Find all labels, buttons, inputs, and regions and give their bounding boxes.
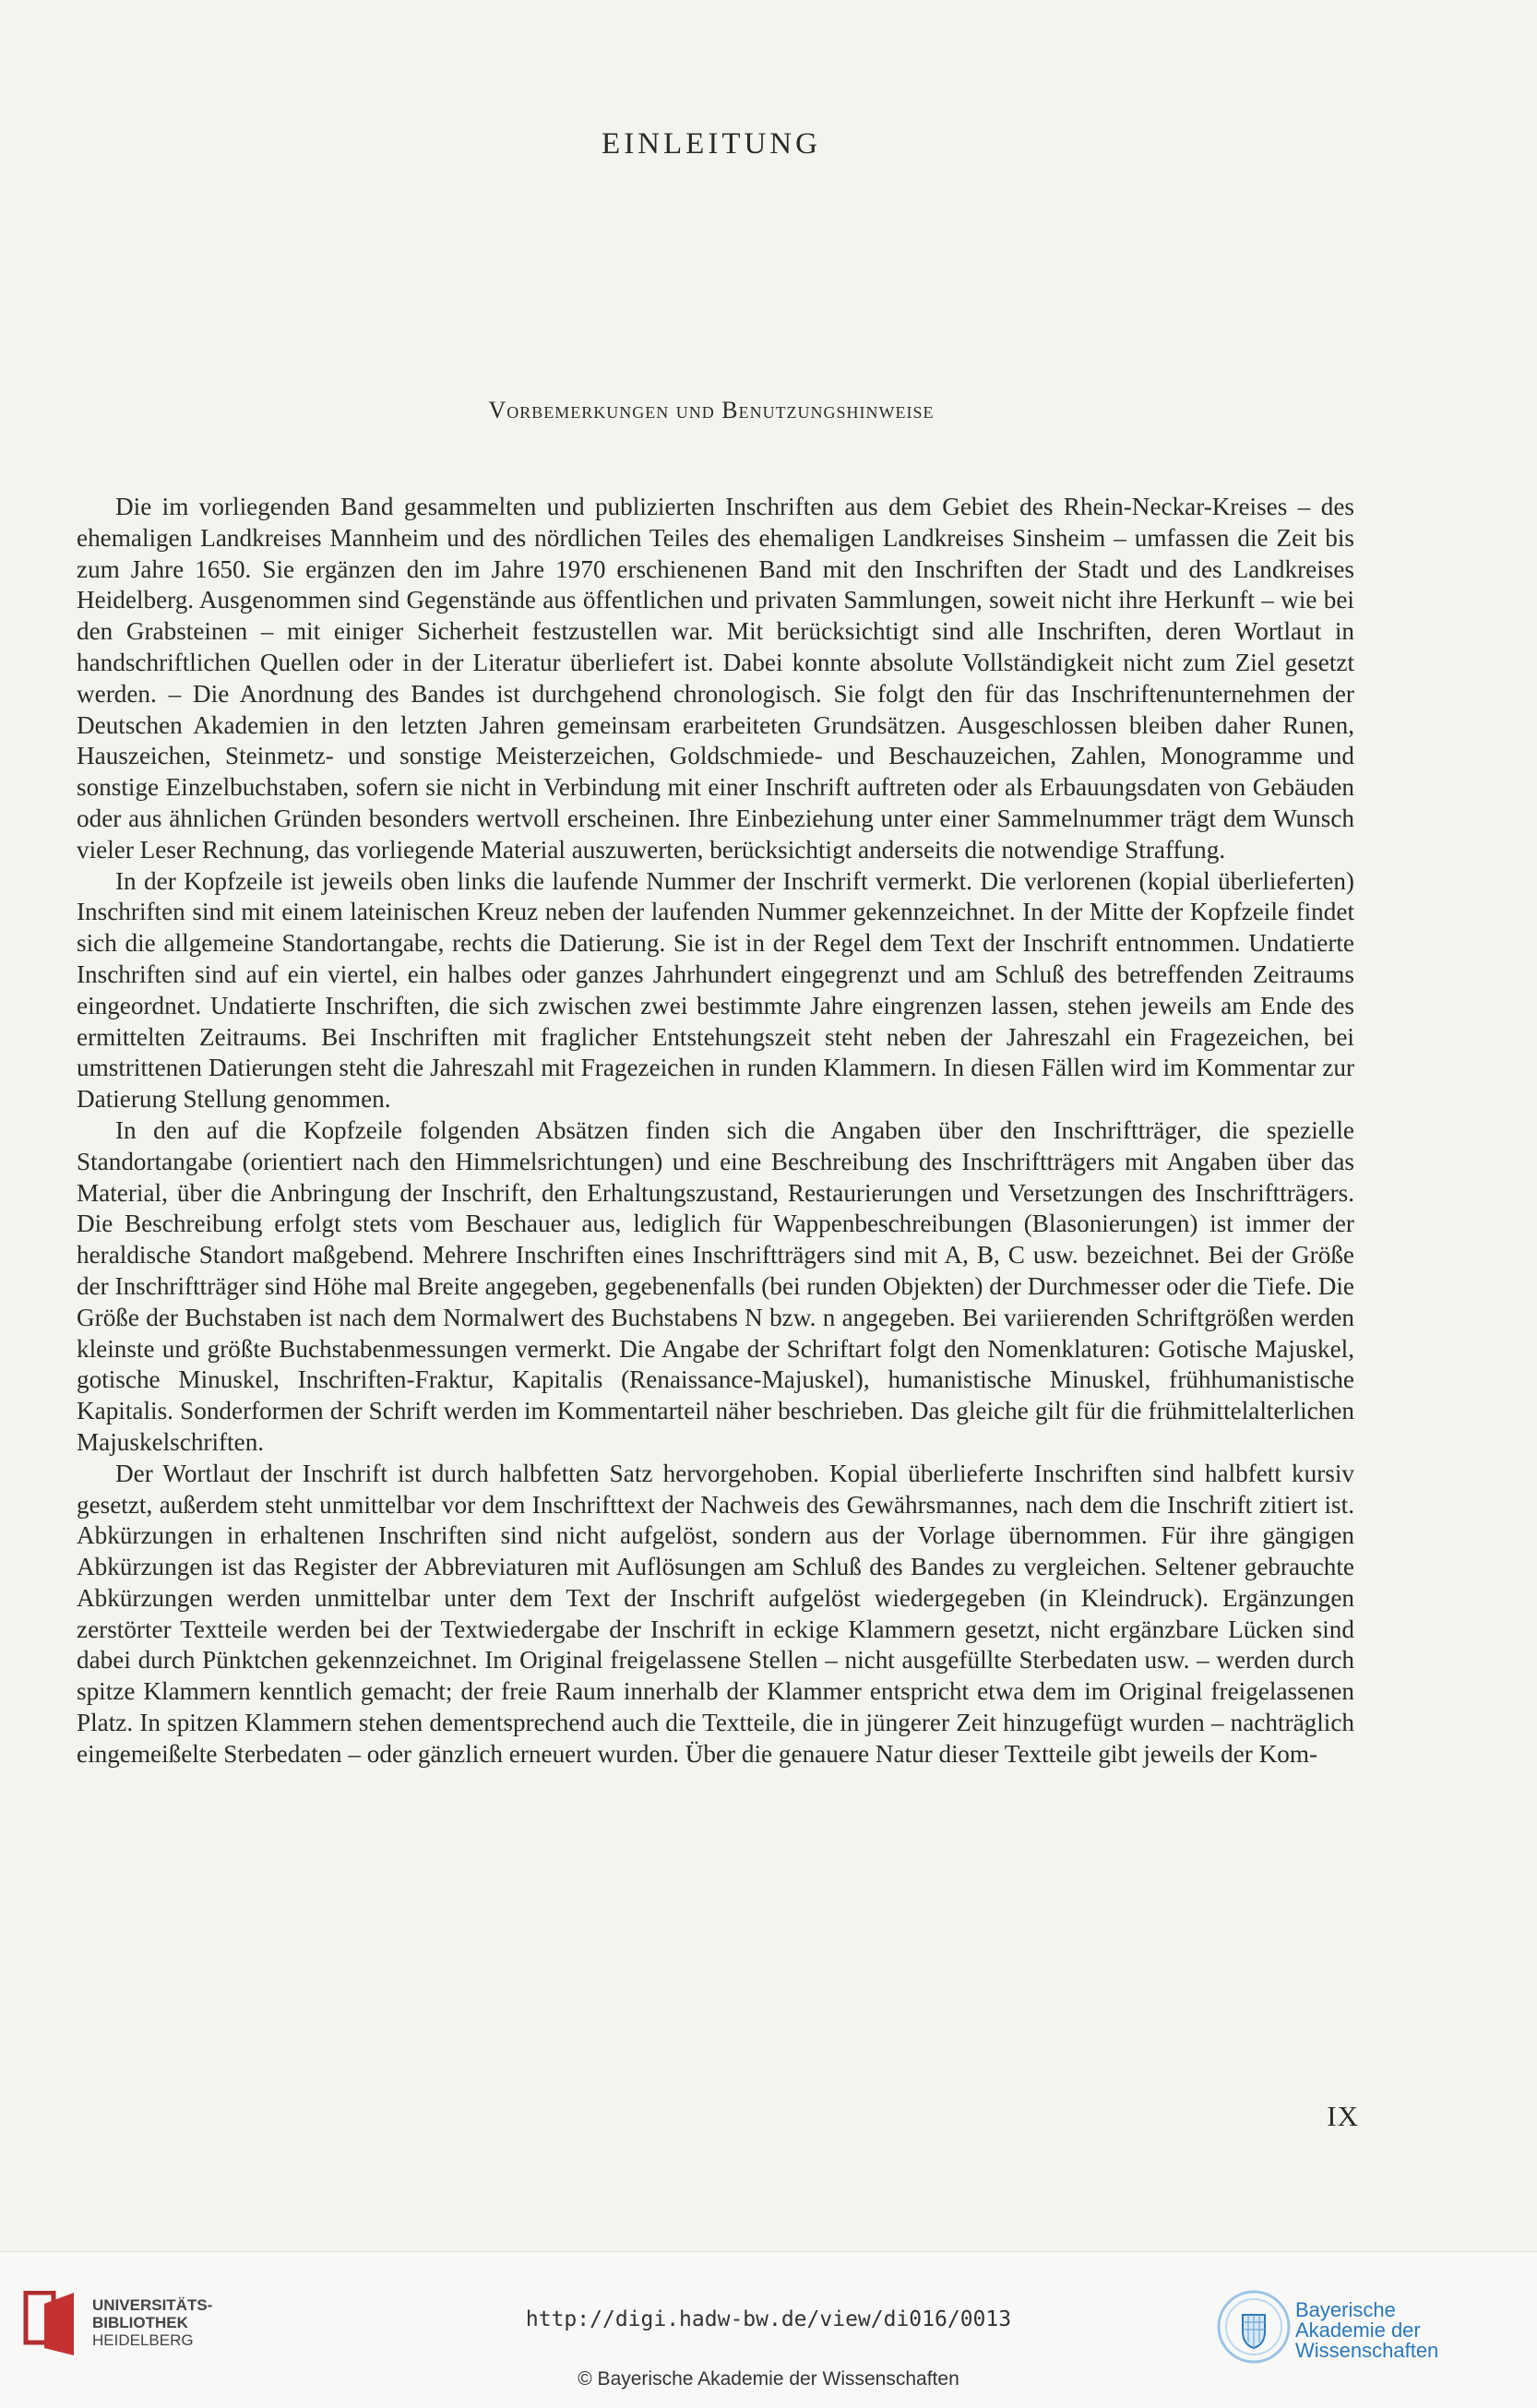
copyright-notice: © Bayerische Akademie der Wissenschaften <box>578 2368 959 2390</box>
footer-bar <box>0 2251 1537 2408</box>
page-number: IX <box>1327 2100 1359 2132</box>
page-heading: EINLEITUNG <box>602 127 821 161</box>
library-line: UNIVERSITÄTS- <box>92 2296 213 2314</box>
academy-name[interactable] <box>1295 2300 1537 2361</box>
paragraph: Die im vorliegenden Band gesammelten und publizierten Inschriften aus dem Gebiet des Rhein-Neckar-Kreises – des ehemaligen Landkreises Mannheim und des nördlichen Teiles des ehemaligen Landkreises Sinsheim – umfassen die Zeit bis zum Jahre 1650. Sie ergänzen den im Jahre 1970 erschienenen Band mit den Inschriften der Stadt und des Landkreises Heidelberg. Ausgenommen sind Gegenstände aus öffentlichen und privaten Sammlungen, soweit nicht ihre Herkunft – wie bei den Grabsteinen – mit einiger Sicherheit festzustellen war. Mit berücksichtigt sind alle Inschriften, deren Wortlaut in handschriftlichen Quellen oder in der Literatur überliefert ist. Dabei konnte absolute Vollständigkeit nicht zum Ziel gesetzt werden. – Die Anordnung des Bandes ist durchgehend chronologisch. Sie folgt den für das Inschriftenunternehmen der Deutschen Akademien in den letzten Jahren gemeinsam erarbeiteten Grundsätzen. Ausgeschlossen bleiben daher Runen, Hauszeichen, Steinmetz- und sonstige Meisterzeichen, Goldschmiede- und Beschauzeichen, Zahlen, Monogramme und sonstige Einzelbuchstaben, sofern sie nicht in Verbindung mit einer Inschrift auftreten oder als Erbauungsdaten von Gebäuden oder aus ähnlichen Gründen besonders wertvoll erscheinen. Ihre Einbeziehung unter einer Sammelnummer trägt dem Wunsch vieler Leser Rechnung, das vorliegende Material auszuwerten, berücksichtigt anderseits die notwendige Straffung. <box>77 493 1354 864</box>
paragraph: In den auf die Kopfzeile folgenden Absätzen finden sich die Angaben über den Inschriftträger, die spezielle Standortangabe (orientiert nach den Himmelsrichtungen) und eine Beschreibung des Inschriftträgers mit Angaben über das Material, über die Anbringung der Inschrift, den Erhaltungszustand, Restaurierungen und Versetzungen des Inschriftträgers. Die Beschreibung erfolgt stets vom Beschauer aus, lediglich für Wappenbeschreibungen (Blasonierungen) ist immer der heraldische Standort maßgebend. Mehrere Inschriften eines Inschriftträgers sind mit A, B, C usw. bezeichnet. Bei der Größe der Inschriftträger sind Höhe mal Breite angegeben, gegebenenfalls (bei runden Objekten) der Durchmesser oder die Tiefe. Die Größe der Buchstaben ist nach dem Normalwert des Buchstabens N bzw. n angegeben. Bei variierenden Schriftgrößen werden kleinste und größte Buchstabenmessungen vermerkt. Die Angabe der Schriftart folgt den Nomenklaturen: Gotische Majuskel, gotische Minuskel, Inschriften-Fraktur, Kapitalis (Renaissance-Majuskel), humanistische Minuskel, frühhumanistische Kapitalis. Sonderformen der Schrift werden im Kommentarteil näher beschrieben. Das gleiche gilt für die frühmittelalterlichen Majuskelschriften. <box>77 1115 1354 1456</box>
library-line: BIBLIOTHEK <box>92 2314 188 2331</box>
academy-seal-icon[interactable] <box>1214 2287 1293 2366</box>
section-heading: Vorbemerkungen und Benutzungshinweise <box>488 397 935 423</box>
academy-line: Bayerische <box>1295 2298 1396 2321</box>
source-url-link[interactable]: http://digi.hadw-bw.de/view/di016/0013 <box>525 2307 1012 2331</box>
academy-line: Akademie der Wissenschaften <box>1295 2319 1439 2362</box>
paragraph: In der Kopfzeile ist jeweils oben links die laufende Nummer der Inschrift vermerkt. Die verlorenen (kopial überlieferten) Inschriften sind mit einem lateinischen Kreuz neben der laufenden Nummer gekennzeichnet. In der Mitte der Kopfzeile findet sich die allgemeine Standortangabe, rechts die Datierung. Sie ist in der Regel dem Text der Inschrift entnommen. Undatierte Inschriften sind auf ein viertel, ein halbes oder ganzes Jahrhundert eingegrenzt und am Schluß des betreffenden Zeitraums eingeordnet. Undatierte Inschriften, die sich zwischen zwei bestimmte Jahre eingrenzen lassen, stehen jeweils am Ende des ermittelten Zeitraums. Bei Inschriften mit fraglicher Entstehungszeit steht neben der Jahreszahl ein Fragezeichen, bei umstrittenen Datierungen steht die Jahreszahl mit Fragezeichen in runden Klammern. In diesen Fällen wird im Kommentar zur Datierung Stellung genommen. <box>77 866 1354 1114</box>
library-line: HEIDELBERG <box>92 2331 194 2349</box>
paragraph: Der Wortlaut der Inschrift ist durch halbfetten Satz hervorgehoben. Kopial überlieferte Inschriften sind halbfett kursiv gesetzt, außerdem steht unmittelbar vor dem Inschrifttext der Nachweis des Gewährsmannes, nach dem die Inschrift zitiert ist. Abkürzungen in erhaltenen Inschriften sind nicht aufgelöst, sondern aus der Vorlage übernommen. Für ihre gängigen Abkürzungen ist das Register der Abbreviaturen mit Auflösungen am Schluß des Bandes zu vergleichen. Seltener gebrauchte Abkürzungen werden unmittelbar unter dem Text der Inschrift aufgelöst wiedergegeben (in Kleindruck). Ergänzungen zerstörter Textteile werden bei der Textwiedergabe der Inschrift in eckige Klammern gesetzt, nicht ergänzbare Lücken sind dabei durch Pünktchen gekennzeichnet. Im Original freigelassene Stellen – nicht ausgefüllte Sterbedaten usw. – werden durch spitze Klammern kenntlich gemacht; der freie Raum innerhalb der Klammer entspricht etwa dem im Original freigelassenen Platz. In spitzen Klammern stehen dementsprechend auch die Textteile, die in jüngerer Zeit hinzugefügt wurden – nachträglich eingemeißelte Sterbedaten – oder gänzlich erneuert wurden. Über die genauere Natur dieser Textteile gibt jeweils der Kom- <box>77 1459 1354 1768</box>
body-text <box>77 492 1354 1770</box>
